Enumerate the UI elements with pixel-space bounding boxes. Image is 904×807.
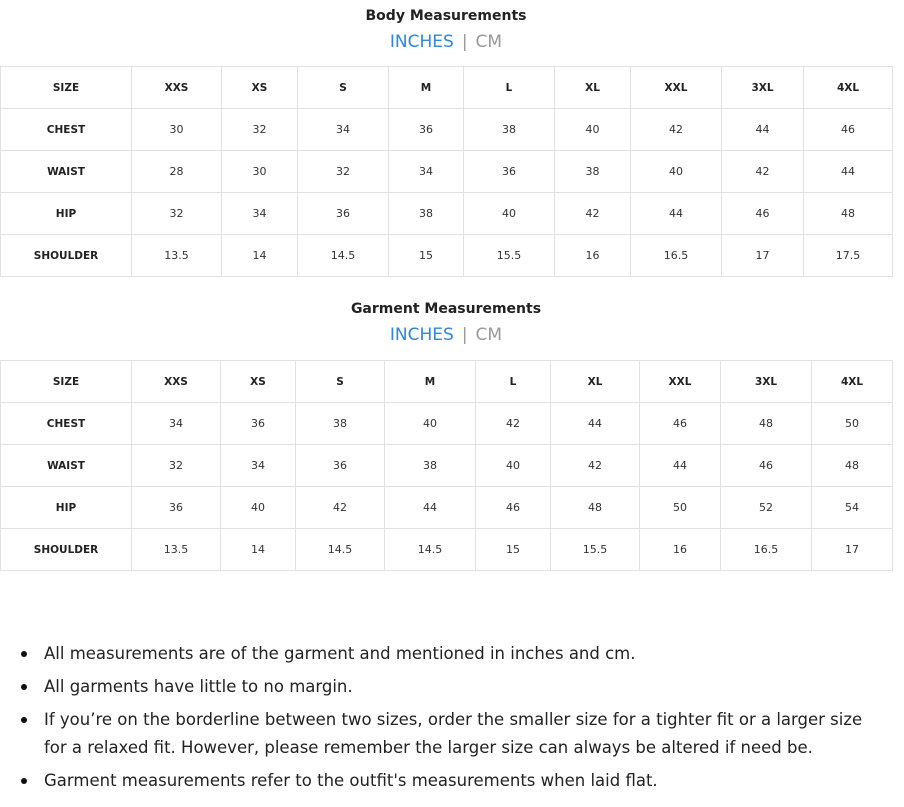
table-cell: 36 [298,193,389,235]
table-row [1,403,893,445]
table-cell: 14.5 [298,235,389,277]
table-cell: 15 [476,529,551,571]
table-row-label: CHEST [1,109,132,151]
table-cell: 17.5 [804,235,893,277]
table-header-cell: 3XL [722,67,804,109]
table-cell: 13.5 [132,529,221,571]
body-unit-cm[interactable]: CM [475,32,503,52]
garment-measurements-title: Garment Measurements [350,301,542,317]
table-header-cell: SIZE [1,67,132,109]
table-cell: 38 [296,403,385,445]
table-cell: 40 [385,403,476,445]
table-row [1,151,893,193]
table-cell: 38 [389,193,464,235]
table-cell: 14 [221,529,296,571]
body-measurements-table [0,66,893,277]
table-row-label: HIP [1,193,132,235]
table-cell: 46 [640,403,721,445]
table-cell: 38 [555,151,631,193]
table-cell: 40 [464,193,555,235]
table-cell: 42 [476,403,551,445]
table-cell: 17 [812,529,893,571]
table-cell: 46 [721,445,812,487]
table-header-cell: 3XL [721,361,812,403]
table-cell: 32 [298,151,389,193]
table-cell: 42 [631,109,722,151]
table-cell: 36 [389,109,464,151]
table-row [1,193,893,235]
garment-unit-toggle [0,325,892,347]
body-unit-inches[interactable]: INCHES [389,32,454,52]
table-cell: 14.5 [385,529,476,571]
table-row [1,235,893,277]
table-cell: 48 [551,487,640,529]
table-header-cell: M [385,361,476,403]
table-cell: 17 [722,235,804,277]
body-unit-separator: | [461,32,468,52]
table-header-cell: L [464,67,555,109]
garment-unit-inches[interactable]: INCHES [389,325,454,345]
table-header-cell: L [476,361,551,403]
table-header-cell: XXL [631,67,722,109]
table-cell: 42 [551,445,640,487]
table-cell: 46 [804,109,893,151]
table-cell: 36 [296,445,385,487]
notes-list [0,640,864,800]
note-item: If you’re on the borderline between two sizes, order the smaller size for a tighter fit or a larger size for a relaxed fit. However, please remember the larger size can always be altered if need be. [44,706,864,762]
table-cell: 32 [132,445,221,487]
table-cell: 34 [132,403,221,445]
table-cell: 44 [551,403,640,445]
table-cell: 42 [555,193,631,235]
table-cell: 44 [640,445,721,487]
table-cell: 40 [555,109,631,151]
body-measurements-header [0,8,892,54]
table-row-label: WAIST [1,445,132,487]
table-row-label: HIP [1,487,132,529]
table-cell: 16.5 [631,235,722,277]
table-header-cell: XS [221,361,296,403]
table-header-cell: S [298,67,389,109]
table-cell: 32 [222,109,298,151]
table-cell: 34 [222,193,298,235]
table-cell: 40 [631,151,722,193]
table-cell: 42 [722,151,804,193]
table-header-cell: SIZE [1,361,132,403]
table-cell: 14 [222,235,298,277]
table-cell: 14.5 [296,529,385,571]
table-cell: 34 [298,109,389,151]
garment-unit-separator: | [461,325,468,345]
table-cell: 30 [132,109,222,151]
note-item: All garments have little to no margin. [44,673,864,701]
table-header-cell: XS [222,67,298,109]
table-cell: 40 [476,445,551,487]
table-cell: 44 [385,487,476,529]
table-cell: 48 [804,193,893,235]
table-row [1,445,893,487]
table-header-cell: XXL [640,361,721,403]
body-measurements-title: Body Measurements [365,8,527,24]
table-header-cell: S [296,361,385,403]
table-cell: 34 [221,445,296,487]
note-item: Garment measurements refer to the outfit's measurements when laid flat. [44,767,864,795]
garment-measurements-header [0,301,892,347]
table-cell: 15.5 [551,529,640,571]
garment-unit-cm[interactable]: CM [475,325,503,345]
table-cell: 44 [804,151,893,193]
table-cell: 15.5 [464,235,555,277]
table-cell: 16 [640,529,721,571]
table-cell: 40 [221,487,296,529]
table-cell: 30 [222,151,298,193]
table-row-label: SHOULDER [1,529,132,571]
table-header-cell: XXS [132,67,222,109]
table-row-label: CHEST [1,403,132,445]
table-header-cell: 4XL [812,361,893,403]
table-cell: 15 [389,235,464,277]
table-cell: 54 [812,487,893,529]
table-cell: 34 [389,151,464,193]
table-header-cell: XL [555,67,631,109]
table-cell: 50 [812,403,893,445]
table-cell: 36 [221,403,296,445]
table-row [1,109,893,151]
table-header-cell: M [389,67,464,109]
table-cell: 13.5 [132,235,222,277]
garment-measurements-table [0,360,893,571]
table-cell: 46 [476,487,551,529]
table-cell: 52 [721,487,812,529]
table-header-row [1,361,893,403]
table-cell: 28 [132,151,222,193]
table-header-cell: 4XL [804,67,893,109]
body-unit-toggle [0,32,892,54]
table-header-row [1,67,893,109]
table-cell: 38 [464,109,555,151]
table-header-cell: XXS [132,361,221,403]
table-row [1,529,893,571]
table-header-cell: XL [551,361,640,403]
table-cell: 50 [640,487,721,529]
note-item: All measurements are of the garment and mentioned in inches and cm. [44,640,864,668]
table-cell: 48 [812,445,893,487]
table-cell: 42 [296,487,385,529]
table-cell: 38 [385,445,476,487]
table-cell: 32 [132,193,222,235]
table-cell: 16 [555,235,631,277]
table-cell: 36 [464,151,555,193]
table-row-label: WAIST [1,151,132,193]
table-row-label: SHOULDER [1,235,132,277]
table-cell: 46 [722,193,804,235]
table-cell: 44 [722,109,804,151]
table-row [1,487,893,529]
table-cell: 48 [721,403,812,445]
table-cell: 44 [631,193,722,235]
table-cell: 16.5 [721,529,812,571]
table-cell: 36 [132,487,221,529]
